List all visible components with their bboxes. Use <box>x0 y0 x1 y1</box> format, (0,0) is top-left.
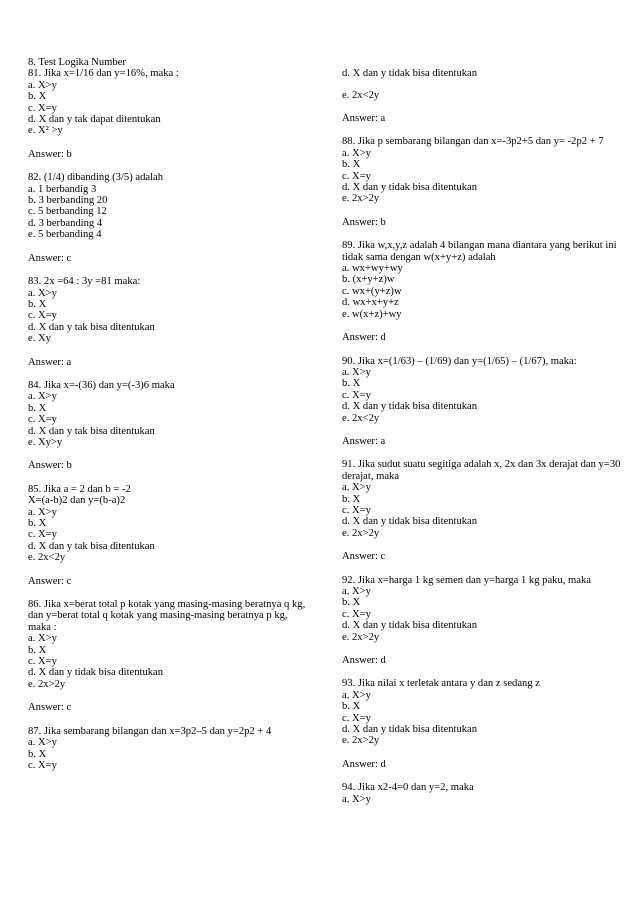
question-stem: 86. Jika x=berat total p kotak yang masing-masing beratnya q kg, <box>28 599 306 611</box>
option-text: e. w(x+z)+wy <box>342 308 402 320</box>
option-text: d. X dan y tidak bisa ditentukan <box>342 182 478 194</box>
option-text: d. 3 berbanding 4 <box>28 217 103 229</box>
option-text: e. 2x>2y <box>342 193 380 205</box>
option-text: d. X dan y tak bisa ditentukan <box>28 540 155 552</box>
answer-text: Answer: c <box>28 702 72 714</box>
option-text: b. X <box>342 701 361 713</box>
option-text: b. X <box>342 378 361 390</box>
section-title: 8. Test Logika Number <box>28 57 126 68</box>
option-text: a. X>y <box>28 506 57 518</box>
question-stem: X=(a-b)2 dan y=(b-a)2 <box>28 495 126 507</box>
option-text: d. X dan y tidak bisa ditentukan <box>342 67 478 79</box>
question-block <box>28 380 314 448</box>
option-text: c. X=y <box>28 310 57 322</box>
option-text: a. X>y <box>342 147 371 159</box>
option-text: c. 5 berbanding 12 <box>28 206 107 218</box>
option-text: d. X dan y tidak bisa ditentukan <box>28 667 164 679</box>
question-stem: tidak sama dengan w(x+y+z) adalah <box>342 251 496 263</box>
option-text: e. 2x<2y <box>342 89 380 101</box>
question-block <box>342 678 624 746</box>
option-text: b. X <box>28 402 47 414</box>
question-block <box>342 136 624 204</box>
question-block <box>342 356 624 424</box>
question-stem: 84. Jika x=-(36) dan y=(-3)6 maka <box>28 379 175 391</box>
answer-text: Answer: c <box>28 252 72 264</box>
option-text: a. X>y <box>342 793 371 805</box>
question-block <box>28 599 314 690</box>
option-text: e. 5 berbanding 4 <box>28 229 102 241</box>
answer-text: Answer: a <box>28 356 72 368</box>
option-text: a. X>y <box>342 586 371 597</box>
option-text: e. 2x<2y <box>342 412 380 424</box>
question-stem: derajat, maka <box>342 470 400 482</box>
option-text: b. (x+y+z)w <box>342 274 395 286</box>
question-stem: 83. 2x =64 : 3y =81 maka: <box>28 276 141 288</box>
option-text: a. 1 berbandig 3 <box>28 183 97 195</box>
option-text: c. X=y <box>28 759 57 771</box>
option-text: b. X <box>28 298 47 310</box>
question-stem: maka : <box>28 621 57 633</box>
question-block <box>28 172 314 240</box>
option-text: d. X dan y tidak bisa ditentukan <box>342 620 478 632</box>
option-text: c. X=y <box>28 414 57 426</box>
question-block <box>28 68 314 136</box>
question-stem: 94. Jika x2-4=0 dan y=2, maka <box>342 782 474 794</box>
answer-text: Answer: c <box>28 575 72 587</box>
option-text: a. X>y <box>28 287 57 299</box>
question-stem: 82. (1/4) dibanding (3/5) adalah <box>28 172 164 184</box>
question-stem: dan y=berat total q kotak yang masing-masing beratnya p kg, <box>28 610 288 622</box>
option-text: b. X <box>28 748 47 760</box>
option-text: e. 2x>2y <box>28 678 66 690</box>
option-text: e. Xy <box>28 333 51 345</box>
continuation-block <box>342 68 624 101</box>
option-text: b. X <box>28 518 47 529</box>
option-text: d. X dan y tidak bisa ditentukan <box>342 724 478 736</box>
option-text: c. wx+(y+z)w <box>342 285 402 297</box>
question-stem: 87. Jika sembarang bilangan dan x=3p2–5 dan y=2p2 + 4 <box>28 725 272 737</box>
answer-text: Answer: a <box>342 435 386 447</box>
answer-text: Answer: d <box>342 655 386 667</box>
option-text: b. X <box>342 159 361 171</box>
option-text: b. X <box>28 644 47 656</box>
right-column <box>342 57 624 817</box>
option-text: c. X=y <box>342 608 371 620</box>
answer-text: Answer: b <box>342 216 386 228</box>
question-stem: 92. Jika x=harga 1 kg semen dan y=harga 1 kg paku, maka <box>342 574 591 586</box>
option-text: c. X=y <box>28 529 57 541</box>
option-text: d. X dan y tidak bisa ditentukan <box>342 516 478 528</box>
option-text: a. X>y <box>342 689 371 701</box>
option-text: e. X² >y <box>28 125 63 137</box>
option-text: b. X <box>28 91 47 103</box>
option-text: c. X=y <box>28 102 57 114</box>
question-stem: 88. Jika p sembarang bilangan dan x=-3p2+5 dan y= -2p2 + 7 <box>342 136 604 148</box>
option-text: c. X=y <box>342 170 371 182</box>
question-block <box>342 782 624 805</box>
question-stem: 81. Jika x=1/16 dan y=16%, maka : <box>28 68 179 80</box>
question-stem: 93. Jika nilai x terletak antara y dan z sedang z <box>342 678 540 690</box>
answer-text: Answer: a <box>342 113 386 124</box>
option-text: e. 2x>2y <box>342 631 380 643</box>
option-text: a. X>y <box>28 79 57 91</box>
option-text: d. X dan y tak dapat ditentukan <box>28 114 161 126</box>
option-text: d. X dan y tidak bisa ditentukan <box>342 401 478 413</box>
option-text: d. wx+x+y+z <box>342 297 399 309</box>
question-block <box>28 726 314 772</box>
option-text: a. X>y <box>28 633 57 645</box>
option-text: e. 2x<2y <box>28 552 66 564</box>
option-text: c. X=y <box>342 389 371 401</box>
option-text: b. X <box>342 493 361 505</box>
question-block <box>28 276 314 344</box>
question-stem: 89. Jika w,x,y,z adalah 4 bilangan mana diantara yang berikut ini <box>342 240 617 252</box>
option-text: b. 3 berbanding 20 <box>28 195 108 207</box>
question-block <box>342 575 624 643</box>
question-block <box>342 459 624 539</box>
option-text: a. X>y <box>28 391 57 403</box>
answer-text: Answer: c <box>342 551 386 563</box>
option-text: a. wx+wy+wy <box>342 263 403 275</box>
answer-text: Answer: b <box>28 460 72 472</box>
question-block <box>342 240 624 320</box>
answer-text: Answer: b <box>28 148 72 160</box>
question-stem: 90. Jika x=(1/63) – (1/69) dan y=(1/65) – (1/67), maka: <box>342 355 577 367</box>
option-text: c. X=y <box>342 504 371 516</box>
option-text: e. Xy>y <box>28 436 63 448</box>
option-text: c. X=y <box>28 656 57 668</box>
left-column <box>28 57 314 783</box>
option-text: e. 2x>2y <box>342 735 380 747</box>
option-text: c. X=y <box>342 712 371 724</box>
option-text: b. X <box>342 597 361 609</box>
question-stem: 85. Jika a = 2 dan b = -2 <box>28 483 131 495</box>
answer-text: Answer: d <box>342 332 386 344</box>
question-block <box>28 484 314 564</box>
answer-text: Answer: d <box>342 758 386 770</box>
option-text: e. 2x>2y <box>342 527 380 539</box>
option-text: a. X>y <box>342 482 371 494</box>
option-text: a. X>y <box>342 366 371 378</box>
question-stem: 91. Jika sudut suatu segitiga adalah x, 2x dan 3x derajat dan y=30 <box>342 459 621 471</box>
option-text: d. X dan y tak bisa ditentukan <box>28 425 155 437</box>
option-text: d. X dan y tak bisa ditentukan <box>28 321 155 333</box>
option-text: a. X>y <box>28 737 57 749</box>
